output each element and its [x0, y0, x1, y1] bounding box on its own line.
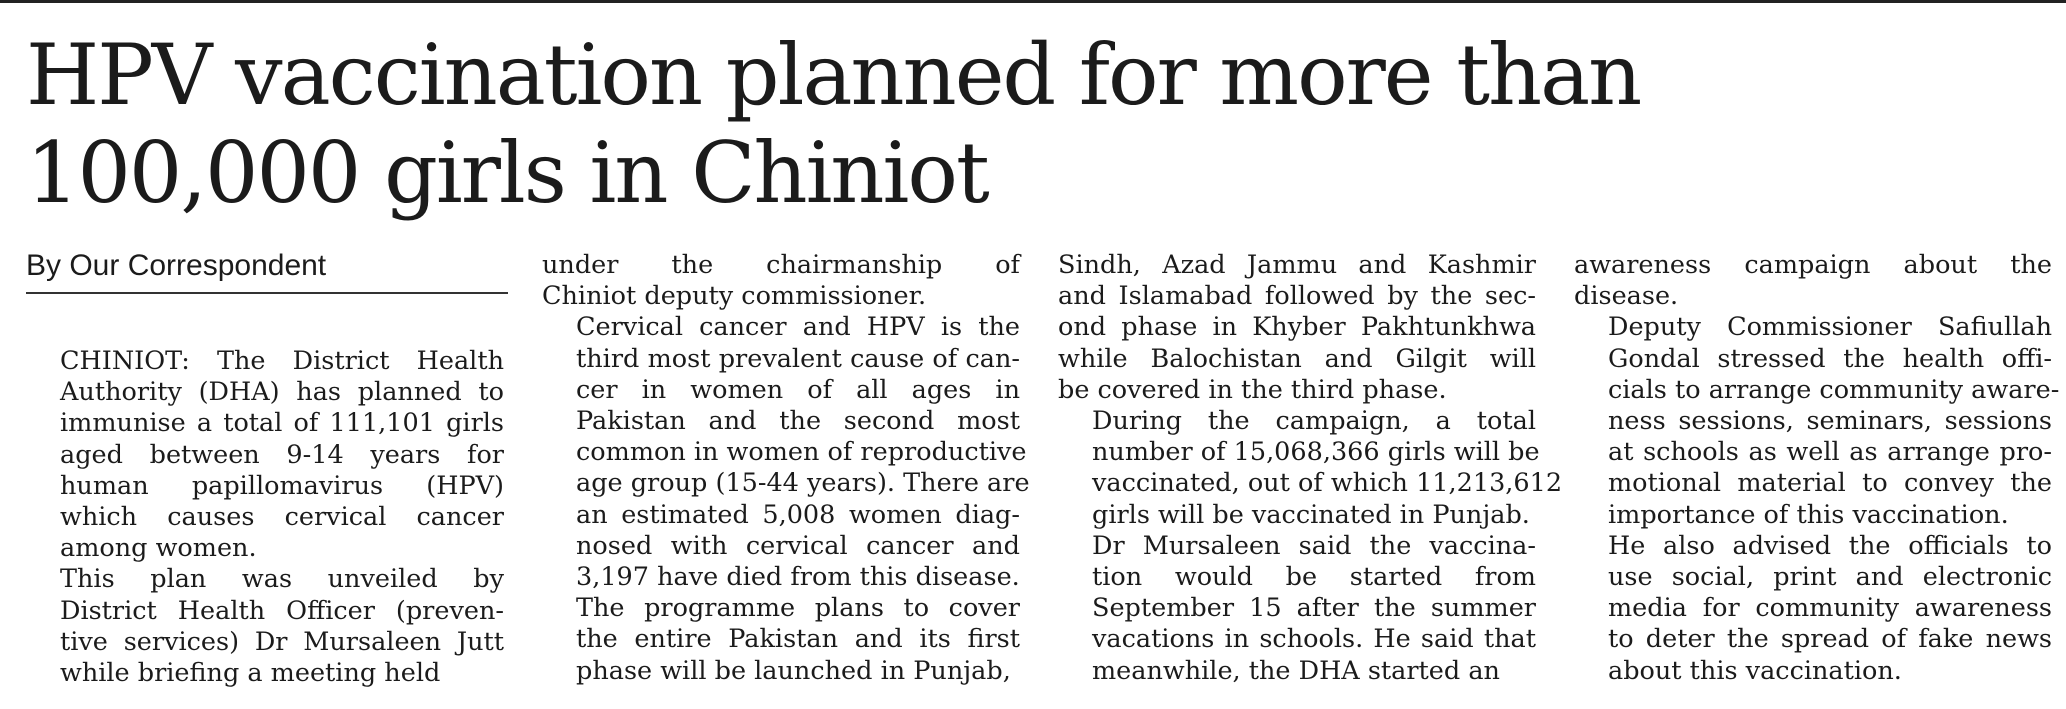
article-paragraph	[1574, 312, 2060, 530]
text-line: meanwhile, the DHA started an	[1092, 655, 1500, 686]
text-line: motional material to convey the	[1608, 468, 2052, 499]
text-line: awareness campaign about the	[1574, 250, 2052, 280]
article-paragraph	[26, 346, 504, 564]
article-paragraph	[1058, 531, 1536, 687]
text-line: ond phase in Khyber Pakhtunkhwa	[1058, 312, 1536, 343]
text-line: common in women of reproductive	[576, 437, 1027, 468]
headline-line: 100,000 girls in Chiniot	[26, 124, 988, 222]
headline	[26, 26, 2026, 222]
text-line: age group (15-44 years). There are	[576, 468, 1030, 499]
text-line: During the campaign, a total	[1092, 406, 1536, 437]
text-line: media for community awareness	[1608, 593, 2052, 624]
text-line: be covered in the third phase.	[1058, 374, 1447, 405]
article-column-2	[542, 250, 1030, 687]
article-paragraph	[1574, 250, 2052, 312]
text-line: vacations in schools. He said that	[1092, 624, 1536, 655]
text-line: an estimated 5,008 women diag-	[576, 499, 1020, 530]
article-paragraph	[542, 593, 1020, 687]
top-rule	[0, 0, 2066, 3]
text-line: use social, print and electronic	[1608, 562, 2052, 593]
text-line: among women.	[60, 533, 257, 564]
text-line: phase will be launched in Punjab,	[576, 655, 1011, 686]
byline-rule	[26, 292, 508, 294]
text-line: cials to arrange community aware-	[1608, 374, 2060, 405]
text-line: The programme plans to cover	[576, 593, 1020, 624]
text-line: under the chairmanship of	[542, 250, 1020, 280]
text-line: importance of this vaccination.	[1608, 499, 2009, 530]
text-line: while briefing a meeting held	[60, 658, 441, 689]
text-line: CHINIOT: The District Health	[60, 346, 504, 376]
article-column-4	[1574, 250, 2060, 687]
text-line: number of 15,068,366 girls will be	[1092, 437, 1540, 468]
text-line: which causes cervical cancer	[60, 502, 504, 533]
article-paragraph	[26, 564, 504, 689]
text-line: This plan was unveiled by	[60, 564, 504, 595]
article-paragraph	[1574, 531, 2052, 687]
text-line: immunise a total of 111,101 girls	[60, 408, 504, 439]
text-line: and Islamabad followed by the sec-	[1058, 281, 1536, 312]
text-line: the entire Pakistan and its first	[576, 624, 1020, 655]
article-paragraph	[1058, 250, 1536, 406]
article-paragraph	[542, 250, 1020, 312]
text-line: He also advised the officials to	[1608, 530, 2052, 561]
text-line: vaccinated, out of which 11,213,612	[1092, 468, 1563, 499]
text-line: Sindh, Azad Jammu and Kashmir	[1058, 250, 1536, 280]
text-line: while Balochistan and Gilgit will	[1058, 343, 1536, 374]
headline-line: HPV vaccination planned for more than	[26, 26, 1641, 124]
byline: By Our Correspondent	[26, 249, 327, 282]
text-line: District Health Officer (preven-	[60, 595, 504, 626]
article-paragraph	[542, 312, 1030, 593]
text-line: at schools as well as arrange pro-	[1608, 437, 2052, 468]
text-line: Pakistan and the second most	[576, 406, 1020, 437]
text-line: nosed with cervical cancer and	[576, 530, 1020, 561]
text-line: to deter the spread of fake news	[1608, 624, 2052, 655]
text-line: Gondal stressed the health offi-	[1608, 343, 2052, 374]
article-paragraph	[1058, 406, 1563, 531]
text-line: human papillomavirus (HPV)	[60, 470, 504, 501]
text-line: ness sessions, seminars, sessions	[1608, 406, 2052, 437]
text-line: Authority (DHA) has planned to	[60, 377, 504, 408]
text-line: girls will be vaccinated in Punjab.	[1092, 499, 1530, 530]
text-line: 3,197 have died from this disease.	[576, 562, 1020, 593]
text-line: Chiniot deputy commissioner.	[542, 281, 927, 312]
article-column-3	[1058, 250, 1563, 687]
text-line: cer in women of all ages in	[576, 374, 1020, 405]
text-line: tion would be started from	[1092, 562, 1536, 593]
text-line: Dr Mursaleen said the vaccina-	[1092, 530, 1536, 561]
text-line: third most prevalent cause of can-	[576, 343, 1020, 374]
text-line: aged between 9-14 years for	[60, 439, 504, 470]
text-line: September 15 after the summer	[1092, 593, 1536, 624]
text-line: about this vaccination.	[1608, 655, 1902, 686]
text-line: disease.	[1574, 281, 1679, 312]
text-line: Cervical cancer and HPV is the	[576, 312, 1020, 343]
text-line: tive services) Dr Mursaleen Jutt	[60, 626, 504, 657]
text-line: Deputy Commissioner Safiullah	[1608, 312, 2052, 343]
article-column-1	[26, 346, 504, 689]
